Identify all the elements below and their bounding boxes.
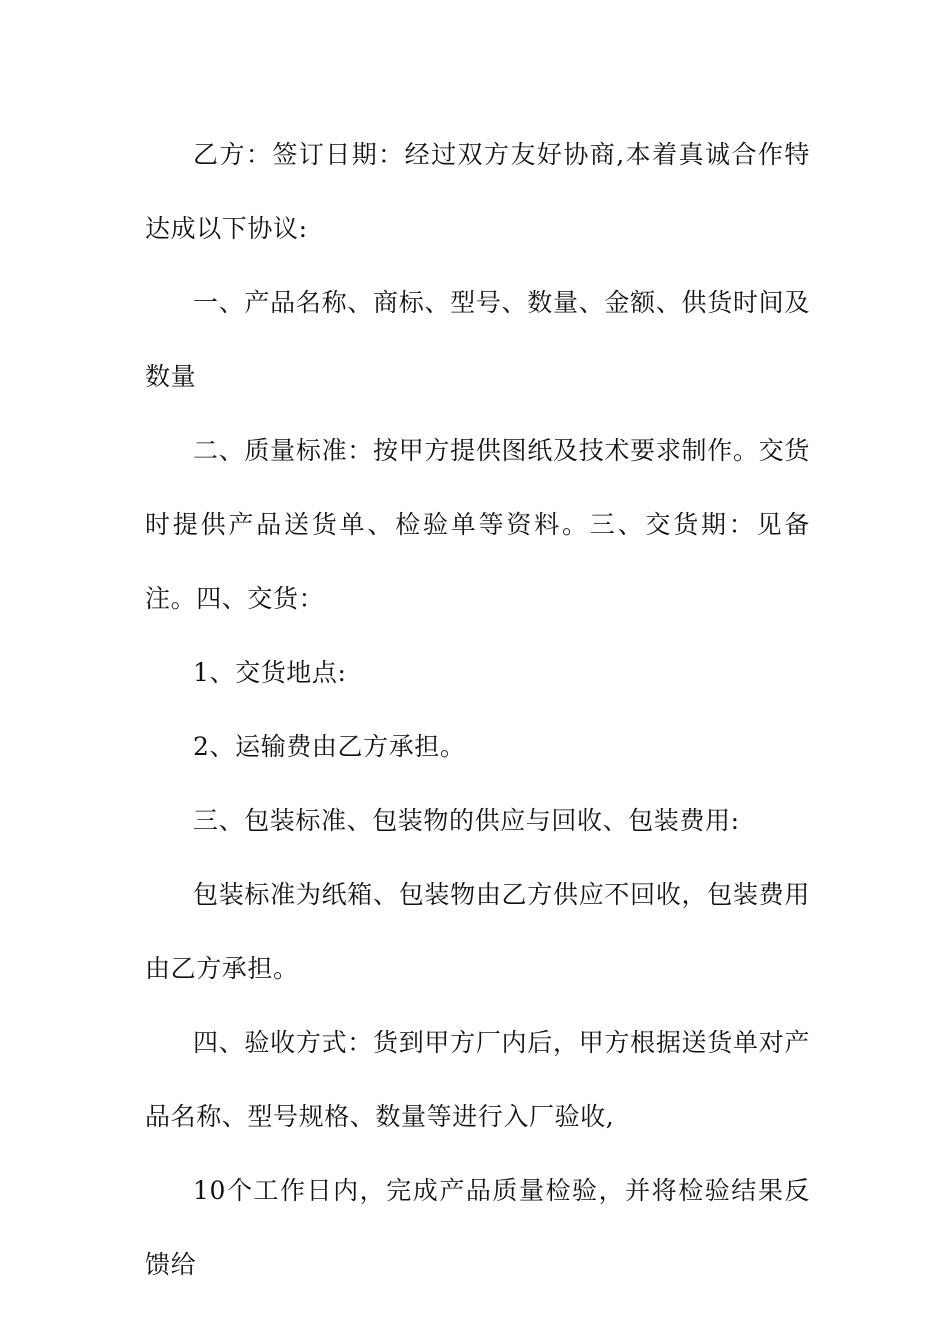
paragraph-packaging-standard: 包装标准为纸箱、包装物由乙方供应不回收，包装费用由乙方承担。: [145, 880, 810, 983]
paragraph-inspection-deadline: 10个工作日内，完成产品质量检验，并将检验结果反馈给: [145, 1176, 810, 1279]
paragraph-product-info: 一、产品名称、商标、型号、数量、金额、供货时间及数量: [145, 288, 810, 391]
paragraph-delivery-location: 1、交货地点:: [193, 658, 347, 687]
paragraph-party-b: 乙方：签订日期：经过双方友好协商,本着真诚合作特达成以下协议:: [145, 140, 810, 243]
paragraph-acceptance-method: 四、验收方式：货到甲方厂内后，甲方根据送货单对产品名称、型号规格、数量等进行入厂验收,: [145, 1028, 810, 1131]
paragraph-packaging-heading: 三、包装标准、包装物的供应与回收、包装费用:: [193, 806, 740, 835]
paragraph-quality-standard: 二、质量标准：按甲方提供图纸及技术要求制作。交货时提供产品送货单、检验单等资料。三、交货期：见备注。四、交货：: [145, 436, 810, 613]
paragraph-shipping-cost: 2、运输费由乙方承担。: [193, 732, 466, 761]
document-body: [145, 118, 810, 1302]
